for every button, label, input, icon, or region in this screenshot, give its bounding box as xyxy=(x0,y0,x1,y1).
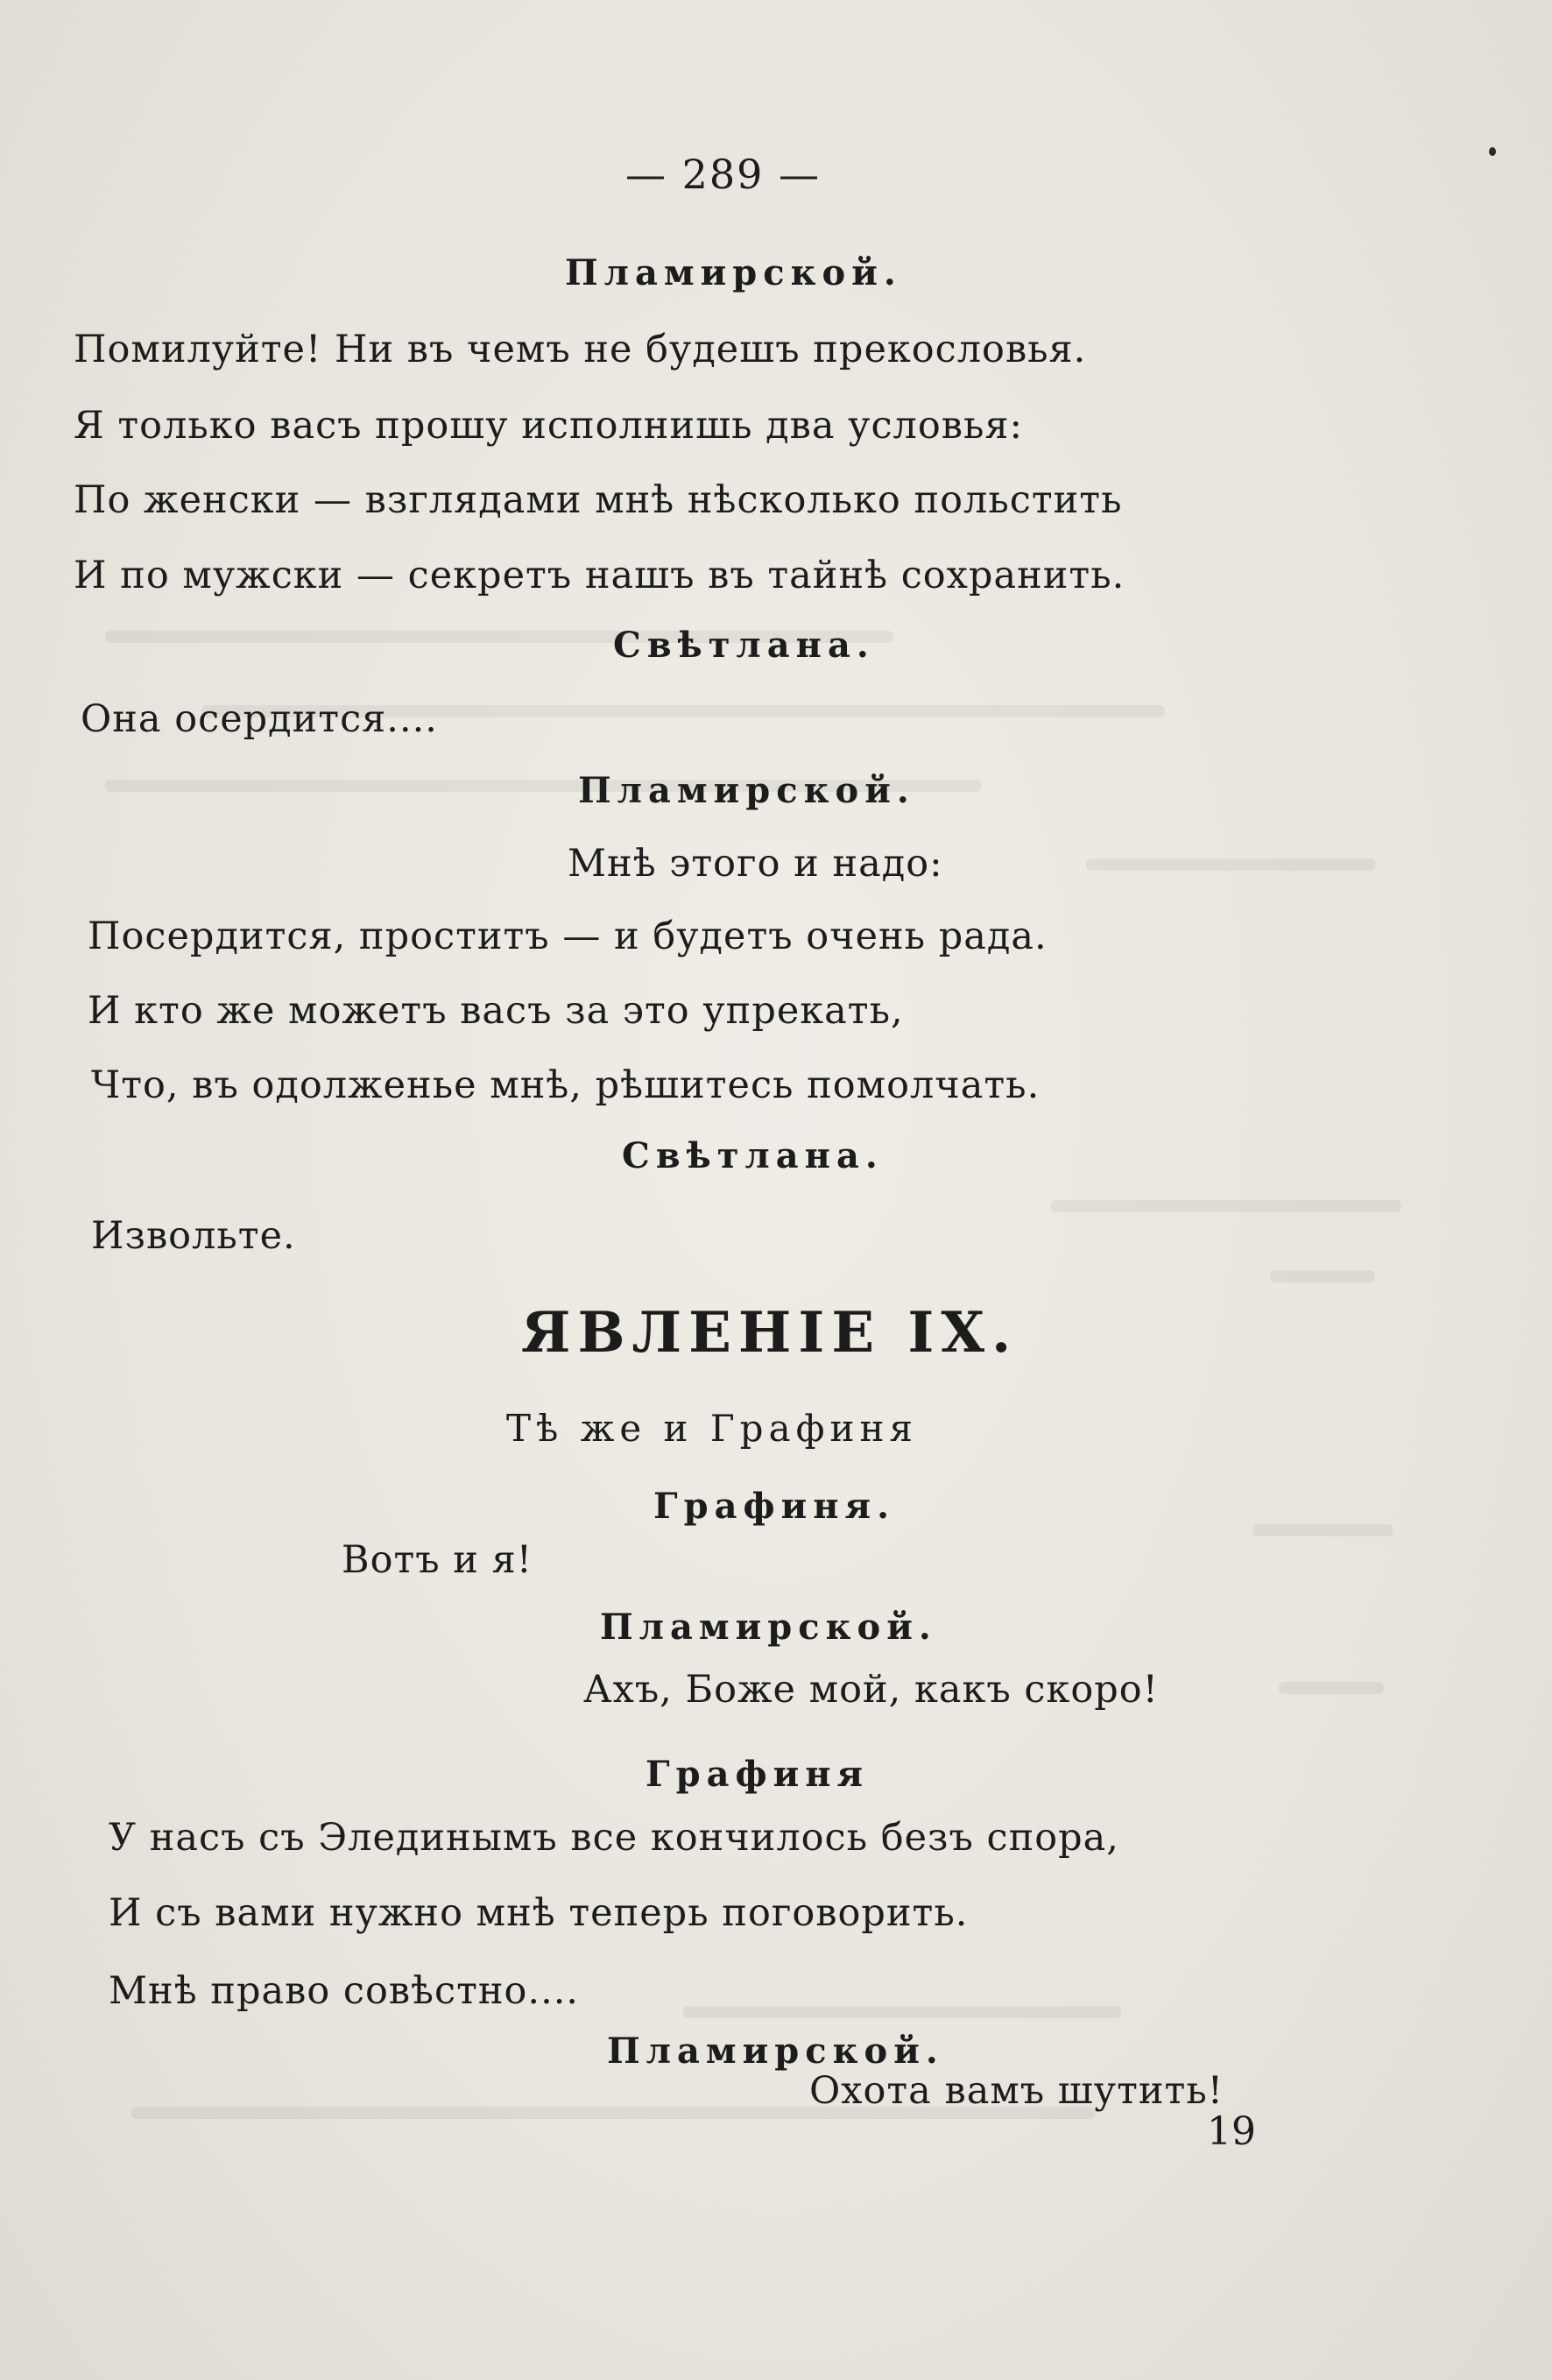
verse-line: Она осердится.... xyxy=(81,697,438,741)
bleed-through-mark xyxy=(1086,858,1375,871)
verse-line: Посердится, проститъ — и будетъ очень рада. xyxy=(88,915,1048,958)
bleed-through-mark xyxy=(1270,1270,1375,1282)
verse-line: Мнѣ этого и надо: xyxy=(568,842,943,886)
speaker-name: Графиня xyxy=(645,1754,870,1795)
verse-line: Извольте. xyxy=(91,1214,296,1258)
verse-line: И по мужски — секретъ нашъ въ тайнѣ сохранить. xyxy=(74,554,1125,597)
verse-line: Я только васъ прошу исполнишь два условья: xyxy=(74,404,1023,448)
speaker-name: Графиня. xyxy=(653,1486,895,1527)
verse-line: Что, въ одолженье мнѣ, рѣшитесь помолчать. xyxy=(91,1063,1041,1107)
scene-heading: ЯВЛЕНІЕ IX. xyxy=(521,1300,1019,1366)
verse-line: Мнѣ право совѣстно.... xyxy=(109,1969,580,2013)
cast-line: Тѣ же и Графиня xyxy=(506,1407,918,1450)
verse-line: И съ вами нужно мнѣ теперь поговорить. xyxy=(109,1891,969,1935)
speaker-name: Пламирской. xyxy=(565,252,902,293)
verse-line: Ахъ, Боже мой, какъ скоро! xyxy=(583,1668,1159,1712)
speaker-name: Пламирской. xyxy=(607,2030,944,2072)
page-number: — 289 — xyxy=(625,151,822,198)
verse-line: Охота вамъ шутить! xyxy=(809,2069,1224,2113)
verse-line: И кто же можетъ васъ за это упрекать, xyxy=(88,989,904,1033)
bleed-through-mark xyxy=(1279,1682,1384,1694)
speaker-name: Свѣтлана. xyxy=(622,1135,884,1176)
bleed-through-mark xyxy=(683,2006,1121,2018)
speaker-name: Пламирской. xyxy=(600,1607,937,1648)
printer-signature: 19 xyxy=(1207,2109,1256,2154)
verse-line: По женски — взглядами мнѣ нѣсколько польстить xyxy=(74,478,1123,522)
speaker-name: Свѣтлана. xyxy=(613,625,875,666)
bleed-through-mark xyxy=(1051,1200,1401,1212)
verse-line: У насъ съ Элединымъ все кончилось безъ спора, xyxy=(109,1816,1119,1860)
ink-speck xyxy=(1489,147,1496,156)
bleed-through-mark xyxy=(1252,1524,1393,1536)
verse-line: Вотъ и я! xyxy=(342,1538,533,1582)
speaker-name: Пламирской. xyxy=(578,770,915,811)
verse-line: Помилуйте! Ни въ чемъ не будешъ прекословья. xyxy=(74,328,1087,371)
